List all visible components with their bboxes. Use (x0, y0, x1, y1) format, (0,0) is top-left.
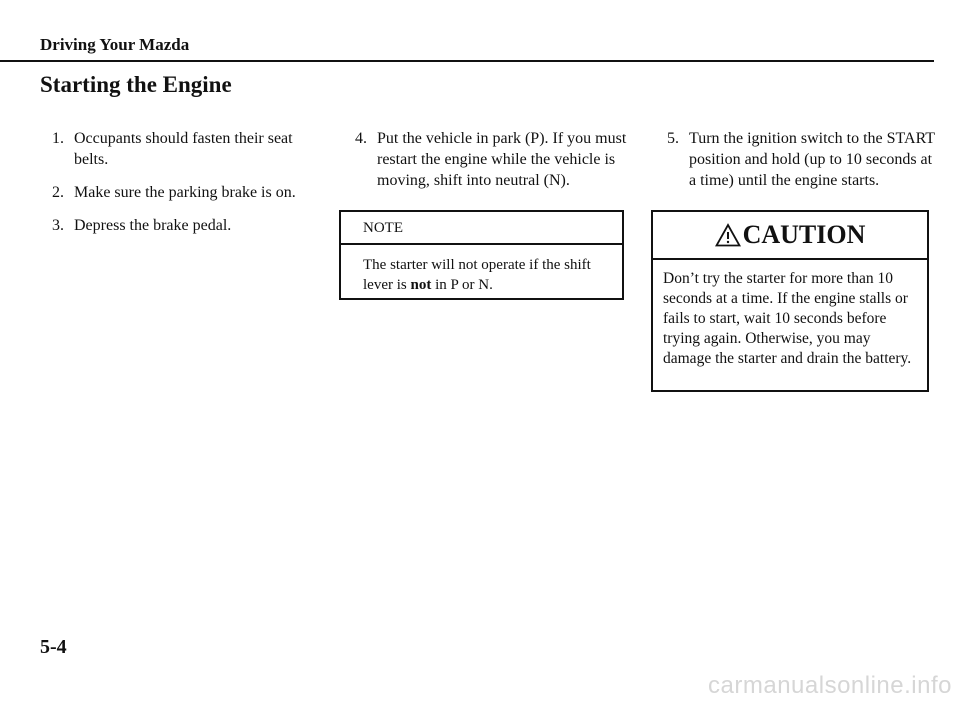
section-header: Driving Your Mazda (40, 35, 190, 54)
watermark: carmanualsonline.info (708, 672, 952, 699)
header-rule (0, 60, 934, 62)
step-number: 5. (667, 130, 679, 147)
step-text: Depress the brake pedal. (74, 217, 232, 234)
steps-column-1 (52, 128, 322, 248)
caution-title: CAUTION (742, 220, 866, 249)
note-box (339, 210, 624, 300)
step-2 (52, 182, 322, 203)
caution-header (653, 212, 927, 260)
step-number: 1. (52, 130, 64, 147)
steps-column-3 (667, 128, 939, 203)
step-4 (355, 128, 635, 191)
note-text-bold: not (410, 277, 432, 293)
note-text-before: The starter will not operate if the shift lever is (363, 257, 591, 293)
caution-body: Don’t try the starter for more than 10 seconds at a time. If the engine stalls or fails to start, wait 10 seconds before trying again. Otherwise, you may damage the starter and drain the battery. (663, 270, 912, 367)
step-number: 3. (52, 217, 64, 234)
step-text: Turn the ignition switch to the START position and hold (up to 10 seconds at a time) until the engine starts. (689, 130, 935, 189)
note-title: NOTE (341, 212, 622, 245)
page-number: 5-4 (40, 636, 67, 658)
note-text-after: in P or N. (431, 277, 493, 293)
steps-column-2 (355, 128, 635, 203)
step-5 (667, 128, 939, 191)
note-body (341, 245, 622, 295)
step-3 (52, 215, 322, 236)
step-1 (52, 128, 322, 170)
step-text: Occupants should fasten their seat belts. (74, 130, 293, 168)
step-number: 2. (52, 184, 64, 201)
page-title: Starting the Engine (40, 72, 232, 97)
warning-triangle-icon (715, 223, 741, 247)
caution-box (651, 210, 929, 392)
step-text: Make sure the parking brake is on. (74, 184, 296, 201)
step-number: 4. (355, 130, 367, 147)
step-text: Put the vehicle in park (P). If you must restart the engine while the vehicle is moving, shift into neutral (N). (377, 130, 627, 189)
